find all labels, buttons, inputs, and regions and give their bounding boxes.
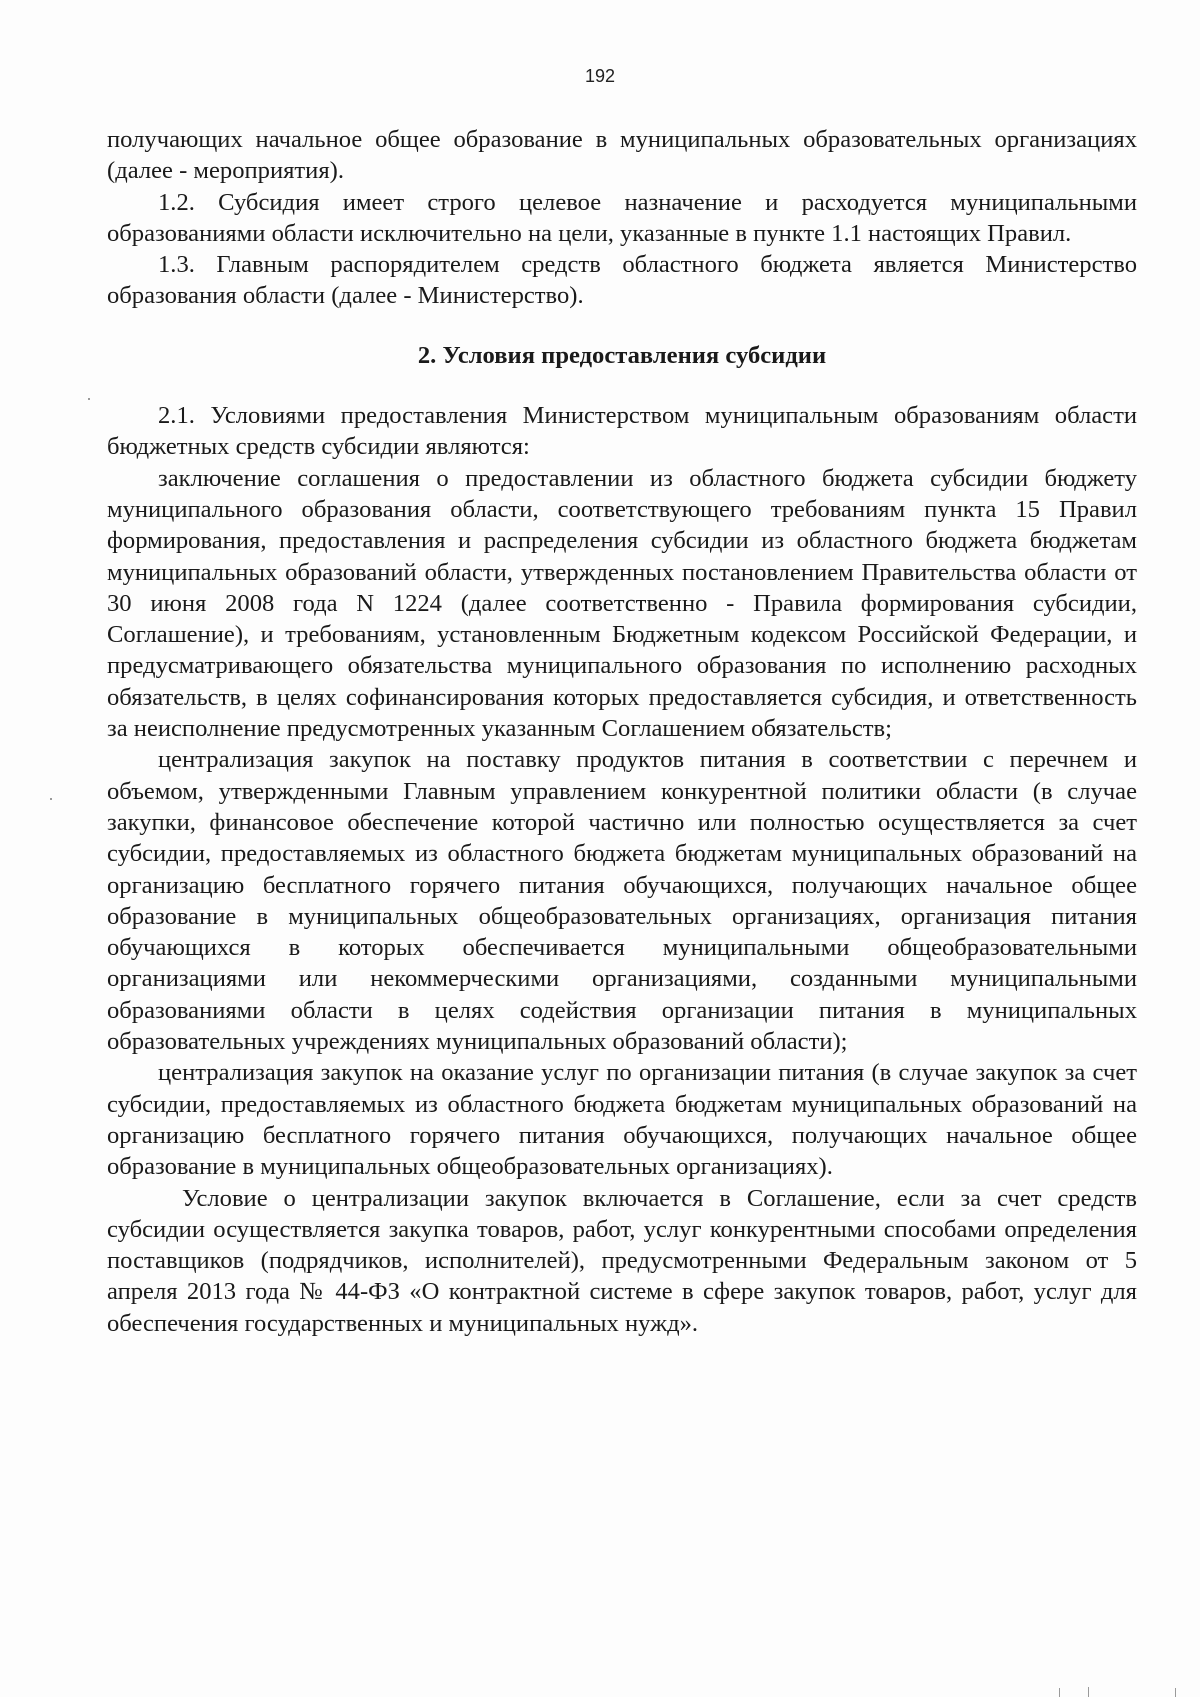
scan-artifact-dot [50,798,52,800]
paragraph-continuation: получающих начальное общее образование в муниципальных образовательных организациях (далее - мероприятия). [107,126,1137,185]
scan-artifact-dot [88,398,90,400]
paragraph-2-1: 2.1. Условиями предоставления Министерством муниципальным образованиям области бюджетных средств субсидии являются: [107,402,1137,461]
paragraph-centralization-clause: Условие о централизации закупок включается в Соглашение, если за счет средств субсидии осуществляется закупка товаров, работ, услуг конкурентными способами определения поставщиков (подрядчиков, исполнителей), предусмотренными Федеральным законом от 5 апреля 2013 года № 44-ФЗ «О контрактной системе в сфере закупок товаров, работ, услуг для обеспечения государственных и муниципальных нужд». [107,1184,1137,1337]
paragraph-1-3: 1.3. Главным распорядителем средств областного бюджета является Министерство образования области (далее - Министерство). [107,251,1137,310]
scan-artifact-mark [1088,1687,1089,1697]
paragraph-1-2: 1.2. Субсидия имеет строго целевое назначение и расходуется муниципальными образованиями области исключительно на цели, указанные в пункте 1.1 настоящих Правил. [107,188,1137,247]
paragraph-food-procurement-condition: централизация закупок на поставку продуктов питания в соответствии с перечнем и объемом, утвержденными Главным управлением конкурентной политики области (в случае закупки, финансовое обеспечение которой частично или полностью осуществляется за счет субсидии, предоставляемых из областного бюджета бюджетам муниципальных образований на организацию бесплатного горячего питания обучающихся, получающих начальное общее образование в муниципальных общеобразовательных организациях, организация питания обучающихся в которых обеспечивается муниципальными общеобразовательными организациями или некоммерческими организациями, созданными муниципальными образованиями области в целях содействия организации питания в муниципальных образовательных учреждениях муниципальных образований области); [107,746,1137,1056]
page-number: 192 [584,66,616,86]
paragraph-catering-services-condition: централизация закупок на оказание услуг по организации питания (в случае закупок за счет субсидии, предоставляемых из областного бюджета бюджетам муниципальных образований на организацию бесплатного горячего питания обучающихся, получающих начальное общее образование в муниципальных общеобразовательных организациях). [107,1059,1137,1181]
paragraph-agreement-condition: заключение соглашения о предоставлении из областного бюджета субсидии бюджету муниципального образования области, соответствующего требованиям пункта 15 Правил формирования, предоставления и распределения субсидии из областного бюджета бюджетам муниципальных образований области, утвержденных постановлением Правительства области от 30 июня 2008 года N 1224 (далее соответственно - Правила формирования субсидии, Соглашение), и требованиям, установленным Бюджетным кодексом Российской Федерации, и предусматривающего обязательства муниципального образования по исполнению расходных обязательств, в целях софинансирования которых предоставляется субсидия, и ответственность за неисполнение предусмотренных указанным Соглашением обязательств; [107,464,1137,743]
scan-artifact-mark [1059,1688,1060,1697]
scan-artifact-mark [1175,1688,1176,1697]
document-body [107,124,1137,1339]
section-heading: 2. Условия предоставления субсидии [417,341,827,369]
